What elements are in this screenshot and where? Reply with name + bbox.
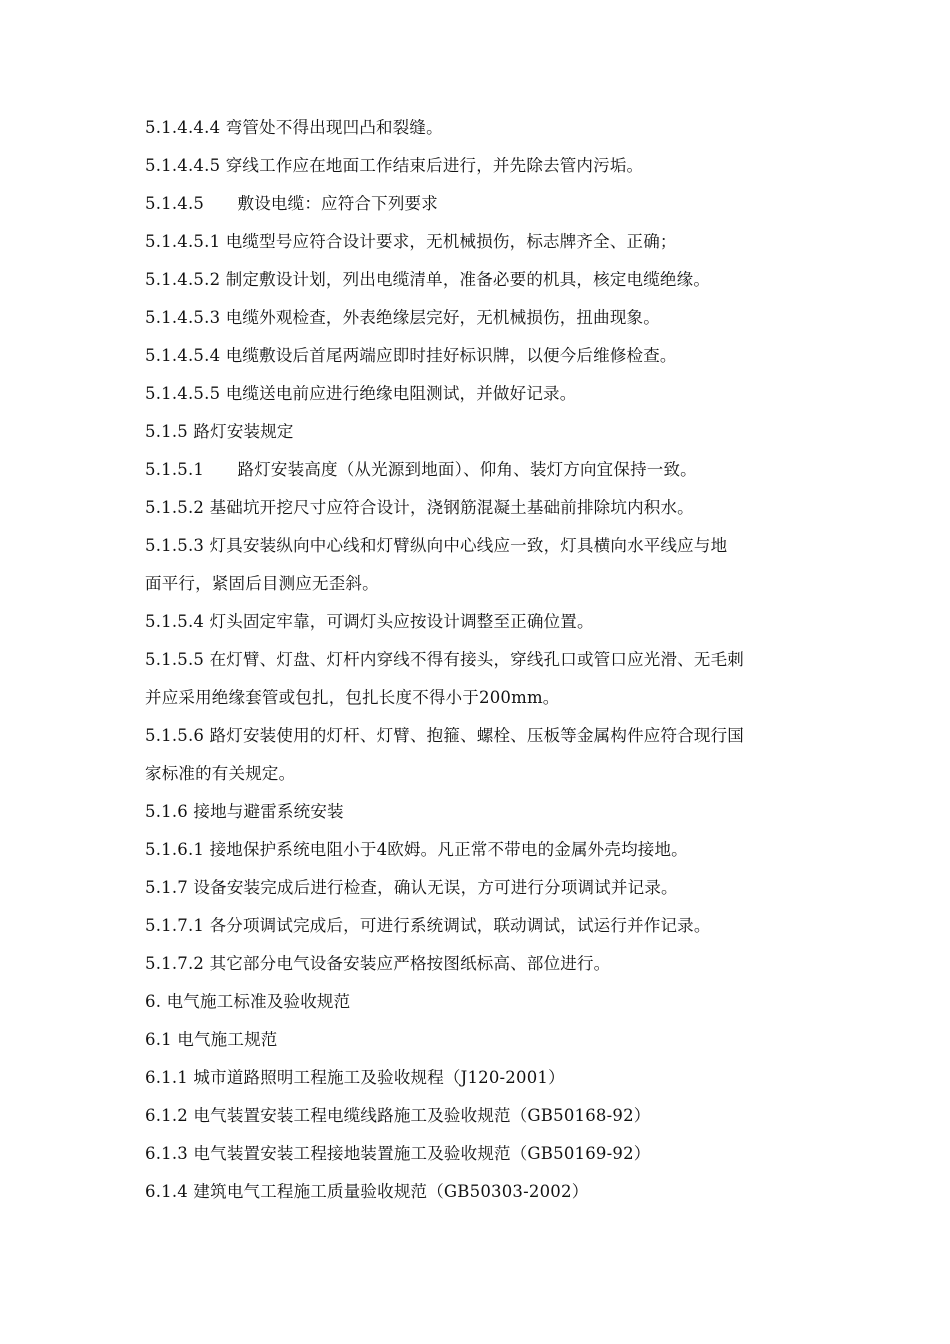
text-line: 5.1.4.4.4 弯管处不得出现凹凸和裂缝。 [145, 118, 443, 137]
text-line: 5.1.4.5.4 电缆敷设后首尾两端应即时挂好标识牌，以便今后维修检查。 [145, 346, 677, 365]
text-line: 5.1.4.4.5 穿线工作应在地面工作结束后进行，并先除去管内污垢。 [145, 156, 644, 175]
text-line: 5.1.5.5 在灯臂、灯盘、灯杆内穿线不得有接头，穿线孔口或管口应光滑、无毛刺 [145, 650, 744, 669]
text-line: 5.1.4.5.2 制定敷设计划，列出电缆清单，准备必要的机具，核定电缆绝缘。 [145, 270, 711, 289]
text-line: 5.1.7.1 各分项调试完成后，可进行系统调试，联动调试，试运行并作记录。 [145, 916, 711, 935]
standard-item: 6.1.4 建筑电气工程施工质量验收规范（GB50303-2002） [145, 1182, 589, 1201]
standard-item: 6.1.1 城市道路照明工程施工及验收规程（J120-2001） [145, 1068, 565, 1087]
text-line: 5.1.7 设备安装完成后进行检查，确认无误，方可进行分项调试并记录。 [145, 878, 678, 897]
text-line: 家标准的有关规定。 [145, 764, 296, 783]
text-line: 5.1.5.4 灯头固定牢靠，可调灯头应按设计调整至正确位置。 [145, 612, 594, 631]
text-line: 并应采用绝缘套管或包扎，包扎长度不得小于200mm。 [145, 688, 560, 707]
standard-item: 6.1.3 电气装置安装工程接地装置施工及验收规范（GB50169-92） [145, 1144, 651, 1163]
text-line: 5.1.4.5.1 电缆型号应符合设计要求，无机械损伤，标志牌齐全、正确； [145, 232, 677, 251]
text-line: 5.1.5.6 路灯安装使用的灯杆、灯臂、抱箍、螺栓、压板等金属构件应符合现行国 [145, 726, 744, 745]
section-heading: 5.1.5 路灯安装规定 [145, 422, 294, 441]
text-line: 5.1.4.5.3 电缆外观检查，外表绝缘层完好，无机械损伤，扭曲现象。 [145, 308, 660, 327]
section-heading: 6.1 电气施工规范 [145, 1030, 278, 1049]
chapter-heading: 6. 电气施工标准及验收规范 [145, 992, 351, 1011]
text-line: 5.1.5.3 灯具安装纵向中心线和灯臂纵向中心线应一致，灯具横向水平线应与地 [145, 536, 728, 555]
text-line: 5.1.6.1 接地保护系统电阻小于4欧姆。凡正常不带电的金属外壳均接地。 [145, 840, 688, 859]
text-line: 5.1.5.1 路灯安装高度（从光源到地面）、仰角、装灯方向宜保持一致。 [145, 460, 697, 479]
text-line: 5.1.4.5.5 电缆送电前应进行绝缘电阻测试，并做好记录。 [145, 384, 577, 403]
text-line: 5.1.5.2 基础坑开挖尺寸应符合设计，浇钢筋混凝土基础前排除坑内积水。 [145, 498, 694, 517]
section-heading: 5.1.6 接地与避雷系统安装 [145, 802, 344, 821]
text-line: 5.1.7.2 其它部分电气设备安装应严格按图纸标高、部位进行。 [145, 954, 611, 973]
text-line: 5.1.4.5 敷设电缆：应符合下列要求 [145, 194, 438, 213]
document-body [145, 109, 815, 1211]
standard-item: 6.1.2 电气装置安装工程电缆线路施工及验收规范（GB50168-92） [145, 1106, 651, 1125]
text-line: 面平行，紧固后目测应无歪斜。 [145, 574, 379, 593]
